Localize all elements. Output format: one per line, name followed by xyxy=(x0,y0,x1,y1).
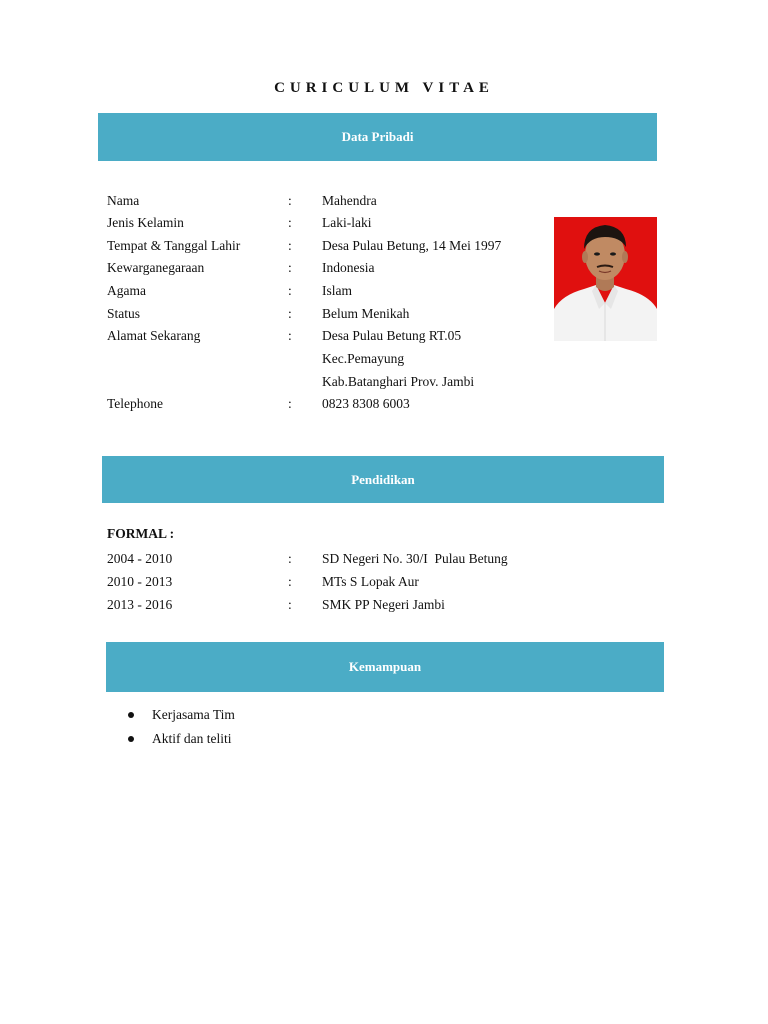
section-header-personal xyxy=(98,113,657,161)
field-value: Kec.Pemayung xyxy=(322,351,405,366)
field-value: Desa Pulau Betung RT.05 xyxy=(322,328,462,343)
education-heading: FORMAL : xyxy=(107,526,175,541)
page-title: CURICULUM VITAE xyxy=(274,80,494,96)
field-label: Status xyxy=(107,306,141,321)
colon: : xyxy=(288,574,292,589)
profile-photo xyxy=(554,217,657,341)
skill-label: Aktif dan teliti xyxy=(152,731,232,746)
field-value: Belum Menikah xyxy=(322,306,410,321)
section-header-education xyxy=(102,456,664,503)
colon: : xyxy=(288,215,292,230)
bullet-icon xyxy=(128,712,134,718)
section-header-skills xyxy=(106,642,664,692)
colon: : xyxy=(288,306,292,321)
field-label: Tempat & Tanggal Lahir xyxy=(107,238,241,253)
field-value: Indonesia xyxy=(322,260,375,275)
colon: : xyxy=(288,551,292,566)
education-years: 2013 - 2016 xyxy=(107,597,173,612)
colon: : xyxy=(288,396,292,411)
field-value: Desa Pulau Betung, 14 Mei 1997 xyxy=(322,238,502,253)
section-header-label: Kemampuan xyxy=(348,659,422,674)
education-school: MTs S Lopak Aur xyxy=(322,574,419,589)
skill-label: Kerjasama Tim xyxy=(152,707,235,722)
field-value: Islam xyxy=(322,283,352,298)
field-label: Nama xyxy=(107,193,140,208)
bullet-icon xyxy=(128,736,134,742)
colon: : xyxy=(288,283,292,298)
field-label: Alamat Sekarang xyxy=(107,328,201,343)
colon: : xyxy=(288,260,292,275)
section-header-label: Pendidikan xyxy=(351,471,415,487)
field-label: Kewarganegaraan xyxy=(107,260,205,275)
field-value: Mahendra xyxy=(322,193,377,208)
colon: : xyxy=(288,597,292,612)
colon: : xyxy=(288,238,292,253)
field-label: Telephone xyxy=(107,396,164,411)
colon: : xyxy=(288,328,292,343)
field-label: Agama xyxy=(107,283,146,298)
field-value: 0823 8308 6003 xyxy=(322,396,410,411)
field-value: Kab.Batanghari Prov. Jambi xyxy=(322,374,475,389)
education-years: 2004 - 2010 xyxy=(107,551,173,566)
education-school: SD Negeri No. 30/I Pulau Betung xyxy=(322,551,508,566)
field-value: Laki-laki xyxy=(322,215,372,230)
portrait-illustration xyxy=(554,217,657,341)
field-label: Jenis Kelamin xyxy=(107,215,184,230)
colon: : xyxy=(288,193,292,208)
education-years: 2010 - 2013 xyxy=(107,574,173,589)
education-school: SMK PP Negeri Jambi xyxy=(322,597,445,612)
section-header-label: Data Pribadi xyxy=(341,129,414,144)
